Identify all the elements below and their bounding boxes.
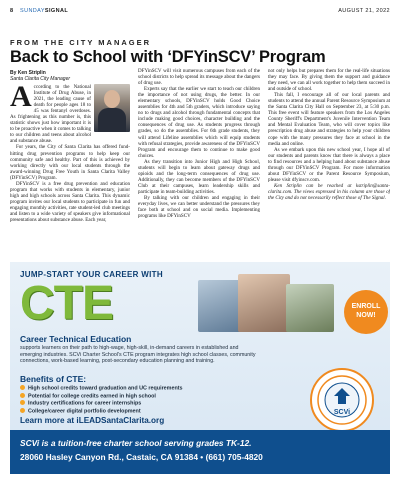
benefit-item (20, 400, 183, 408)
ad-address-phone: 28060 Hasley Canyon Rd., Castaic, CA 91384 • (661) 705-4820 (20, 452, 263, 462)
author-name: By Ken Striplin (10, 70, 46, 76)
benefit-text: Industry certifications for career internships (28, 400, 142, 407)
benefit-item (20, 408, 183, 416)
ad-cte-title: Career Technical Education (20, 334, 132, 344)
paragraph: not only helps but prepares them for the real-life situations they may face. By giving them the support and guidance they need, we can all work together to help them succeed in and outside of school. (268, 68, 390, 93)
byline (10, 70, 70, 82)
benefit-item (20, 393, 183, 401)
section-kicker: FROM THE CITY MANAGER (10, 38, 152, 47)
ad-tagline: SCVi is a tuition-free charter school serving grades TK-12. (20, 438, 252, 448)
ad-learn-more: Learn more at iLEADSantaClarita.org (20, 416, 165, 425)
paragraph: DFYinSCV is a free drug prevention and education program that works with students in elementary, junior high and high schools across Santa Clarita. This dynamic program invites our local students to participate in fun and engaging monthly activities, rate student-led club meetings and listen to a wide variety of speakers give informational presentations about substance abuse. Each year, (10, 180, 130, 224)
enroll-now-text: NOW! (356, 312, 376, 319)
enroll-now-badge (344, 290, 388, 334)
benefit-text: Potential for college credits earned in high school (28, 393, 156, 399)
issue-date: AUGUST 21, 2022 (338, 8, 390, 14)
cte-advertisement (10, 262, 390, 474)
ad-benefits-title: Benefits of CTE: (20, 374, 87, 384)
paragraph: This fall, I encourage all of our local parents and students to attend the annual Parent Resource Symposium at the Santa Clarita City Hall on September 23, at 5:30 p.m. This free event will feature speakers from the Los Angeles County Sheriff's Department's Juvenile Intervention Team and Mental Evaluation Team, who will cover topics like prescription drug abuse and strategies to help your children cope with the many pressures they face at school in the media and online. (268, 92, 390, 147)
paragraph: As they transition into Junior High and High School, students will begin to learn about gateway drugs and opioids and the long-term consequences of drug use. Additionally, they can become members of the DFYinSCV Club at their campuses, learn leadership skills and participate in team-building activities. (138, 158, 260, 195)
page-folio (10, 8, 390, 18)
lead-text: ccording to the National Institute of Drug Abuse, in 2021, the leading cause of death for people ages 18 to 45 was fentanyl overdoses. As frightening as this number is, this statistic shows just how important it is to be proactive when it comes to talking to our children and teens about alcohol and substance abuse. (10, 84, 91, 145)
author-note: Ken Striplin can be reached at kstriplin@santa-clarita.com. The views expressed in his column are those of the City and do not necessarily reflect those of The Signal. (268, 182, 390, 201)
benefit-text: College/career digital portfolio development (28, 408, 141, 414)
check-bullet-icon (20, 400, 25, 405)
scvi-seal-logo (310, 368, 374, 432)
check-bullet-icon (20, 385, 25, 390)
check-bullet-icon (20, 408, 25, 413)
ad-cte-logo: CTE (20, 277, 113, 330)
seal-emblem-icon (312, 370, 372, 430)
drop-cap: A (10, 84, 32, 113)
article-column-1 (10, 84, 130, 258)
ad-cte-description: supports learners on their path to high-wage, high-skill, in-demand careers in established and emerging industries. SCVi Charter School's CTE program integrates high school classes, community connections, work-based learning, post-secondary education planning and training. (20, 345, 256, 365)
paragraph: As we embark upon this new school year, I hope all of our students and parents know that there is always a place to find resources and a helping hand about substance abuse through our DFYinSCV Program. For more information about DFYinSCV or the Parent Resource Symposium, please visit dfyinscv.com. (268, 146, 390, 183)
check-bullet-icon (20, 393, 25, 398)
paragraph: DFYinSCV will visit numerous campuses from each of the school districts to help spread its message about the dangers of drug use. (138, 68, 260, 87)
article-headline: Back to School with ‘DFYinSCV’ Program (10, 48, 326, 66)
ad-benefits-list (20, 385, 183, 415)
paragraph: By talking with our children and engaging in their everyday lives, we can better understand the pressures they face both at school and on social media. Implementing programs like DFYinSCV (138, 194, 260, 220)
page-number: 8 (10, 8, 14, 14)
publication-name (20, 8, 68, 14)
enroll-text: ENROLL (351, 303, 381, 310)
student-photo (198, 280, 242, 332)
publication-prefix: SUNDAY (20, 8, 45, 14)
ad-student-photos (198, 274, 338, 354)
article-column-2 (138, 68, 260, 258)
benefit-text: High school credits toward graduation and UC requirements (28, 385, 183, 392)
author-photo (94, 84, 130, 132)
article-column-3 (268, 68, 390, 258)
paragraph: For years, the City of Santa Clarita has offered fund-hitting drug prevention programs to help keep our community safe and healthy. Part of this is achieved by working directly with our local students through the award-winning Drug Free Youth in Santa Clarita Valley (DFYinSCV) Program. (10, 144, 130, 181)
paragraph: Experts say that the earlier we start to teach our children the importance of not using drugs, the better. In our elementary schools, DFYinSCV holds Good Choice assemblies for 4th and 5th graders, which introduce saying no to drugs and alcohol through fundamental concepts that include making good choices, character building and the consequences of drug use. As students progress through grades, so do the assemblies. For 6th grade students, they will attend Lifeline assemblies which will equip students with refusal strategies, provide awareness of the DFYinSCV Program and encourage them to continue to make good choices. (138, 86, 260, 159)
ad-jumpstart-heading: JUMP-START YOUR CAREER WITH (20, 270, 163, 279)
benefit-item (20, 385, 183, 393)
student-photo (286, 284, 334, 332)
author-role: Santa Clarita City Manager (10, 76, 71, 82)
publication-title: SIGNAL (44, 8, 69, 14)
seal-text: SCVi (333, 409, 351, 416)
student-photo (238, 274, 290, 332)
